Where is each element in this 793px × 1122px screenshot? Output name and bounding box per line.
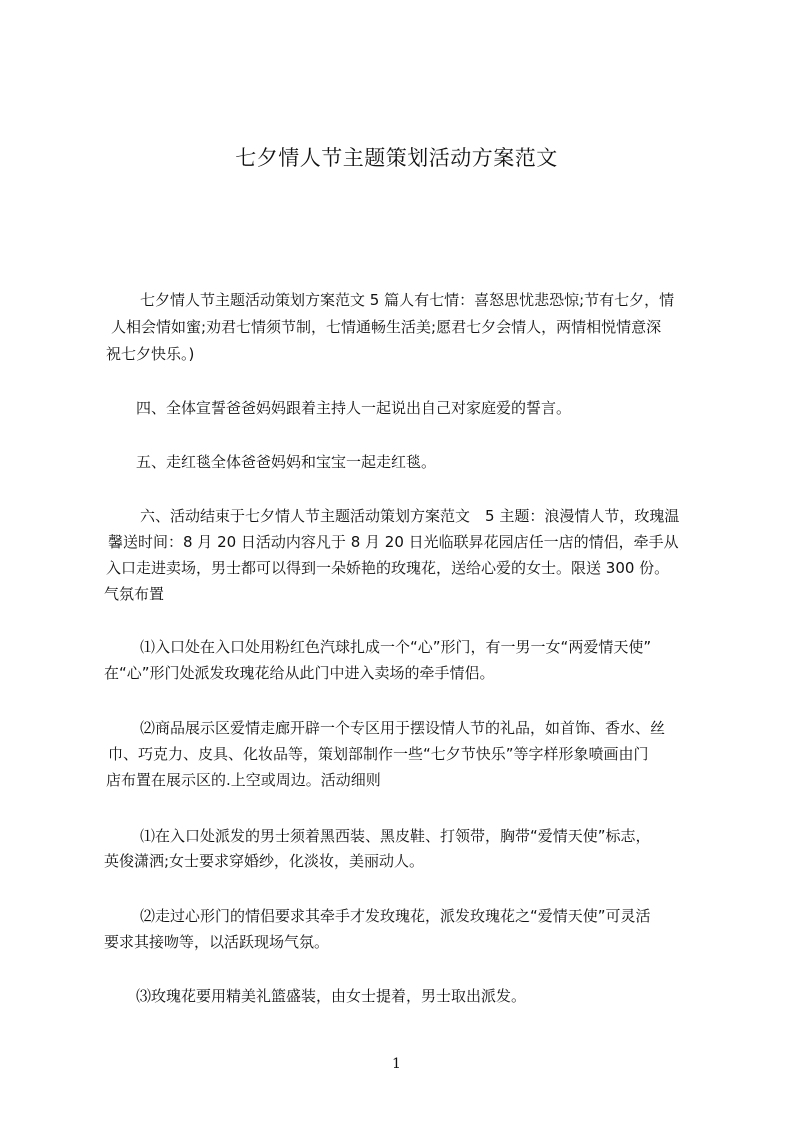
paragraph-line: 店布置在展示区的.上空或周边。活动细则 [106,771,381,789]
page-title: 七夕情人节主题策划活动方案范文 [235,146,558,170]
page-number: 1 [392,1056,401,1072]
paragraph-line: ⑵商品展示区爱情走廊开辟一个专区用于摆设情人节的礼品，如首饰、香水、丝 [140,719,666,737]
paragraph-line: 气氛布置 [104,585,165,603]
paragraph-line: 祝七夕快乐。) [106,345,195,363]
paragraph-line: 英俊潇洒;女士要求穿婚纱，化淡妆，美丽动人。 [104,852,425,870]
paragraph-line: 要求其接吻等，以活跃现场气氛。 [104,933,330,951]
paragraph-line: 六、活动结束于七夕情人节主题活动策划方案范文 5 主题：浪漫情人节，玫瑰温 [140,507,680,525]
paragraph-line: ⑵走过心形门的情侣要求其牵手才发玫瑰花，派发玫瑰花之“爱情天使”可灵活 [140,907,651,925]
paragraph-line: 四、全体宣誓爸爸妈妈跟着主持人一起说出自己对家庭爱的誓言。 [136,399,572,417]
paragraph-line: ⑴在入口处派发的男士须着黑西装、黑皮鞋、打领带，胸带“爱情天使”标志， [140,827,651,845]
paragraph-line: ⑴入口处在入口处用粉红色汽球扎成一个“心”形门，有一男一女“两爱情天使” [140,638,652,656]
paragraph-line: 入口走进卖场，男士都可以得到一朵娇艳的玫瑰花，送给心爱的女士。限送 300 份。 [106,559,670,577]
paragraph-line: 七夕情人节主题活动策划方案范文 5 篇人有七情：喜怒思忧悲恐惊;节有七夕，情 [140,291,675,309]
paragraph-line: ⑶玫瑰花要用精美礼篮盛装，由女士提着，男士取出派发。 [136,987,527,1005]
paragraph-line: 五、走红毯全体爸爸妈妈和宝宝一起走红毯。 [136,453,437,471]
paragraph-line: 在“心”形门处派发玫瑰花给从此门中进入卖场的牵手情侣。 [104,664,495,682]
paragraph-line: 巾、巧克力、皮具、化妆品等，策划部制作一些“七夕节快乐”等字样形象喷画由门 [108,745,649,763]
paragraph-line: 人相会情如蜜;劝君七情须节制，七情通畅生活美;愿君七夕会情人，两情相悦情意深 [111,318,662,336]
paragraph-line: 馨送时间：8 月 20 日活动内容凡于 8 月 20 日光临联昇花园店任一店的情侣，牵手从 [108,533,679,551]
